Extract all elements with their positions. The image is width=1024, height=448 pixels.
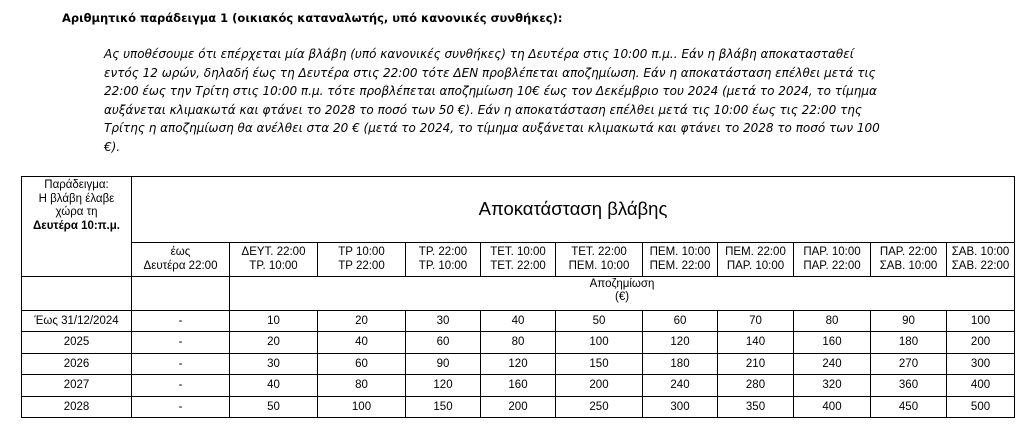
- compensation-value-cell: 140: [718, 332, 794, 354]
- compensation-value-cell: 30: [406, 310, 481, 332]
- time-range-header: [481, 242, 556, 276]
- time-range-header: [871, 242, 947, 276]
- compensation-value-cell: 360: [871, 375, 947, 397]
- time-range-header: [556, 242, 643, 276]
- compensation-value-cell: -: [132, 332, 230, 354]
- table-corner-caption: [22, 177, 132, 243]
- compensation-value-cell: 200: [481, 396, 556, 418]
- time-range-to: ΠΑΡ. 10:00: [726, 260, 785, 272]
- corner-blank-cell: [22, 242, 132, 276]
- year-cell: 2025: [22, 332, 132, 354]
- compensation-value-cell: 90: [871, 310, 947, 332]
- compensation-value-cell: 500: [947, 396, 1015, 418]
- paragraph-line: Τρίτης η αποζημίωση θα ανέλθει στα 20 € (μετά το 2024, το τίμημα αυξάνεται κλιμακωτά και φτάνει το 2028 το ποσό των 100: [104, 121, 880, 135]
- compensation-value-cell: 400: [794, 396, 871, 418]
- time-range-to: ΤΡ. 10:00: [249, 260, 298, 272]
- compensation-value-cell: 300: [947, 353, 1015, 375]
- time-range-to: ΠΕΜ. 10:00: [568, 260, 630, 272]
- compensation-value-cell: 30: [230, 353, 318, 375]
- time-range-header: [794, 242, 871, 276]
- compensation-value-cell: 280: [718, 375, 794, 397]
- compensation-value-cell: 450: [871, 396, 947, 418]
- compensation-label-line: Αποζημίωση: [589, 277, 655, 290]
- paragraph-line: εντός 12 ωρών, δηλαδή έως τη Δευτέρα στις 22:00 τότε ΔΕΝ προβλέπεται αποζημίωση. Εάν η αποκατάσταση επέλθει μετά τις: [104, 65, 876, 80]
- time-range-to: ΠΑΡ. 22:00: [803, 260, 861, 272]
- time-range-to: Δευτέρα 22:00: [143, 260, 218, 272]
- compensation-value-cell: 180: [871, 332, 947, 354]
- paragraph-line: 22:00 έως την Τρίτη στις 10:00 π.μ. τότε προβλέπεται αποζημίωση 10€ έως τον Δεκέμβριο του 2024 (μετά το 2024, το τίμημα: [104, 84, 877, 98]
- compensation-value-cell: 50: [556, 310, 643, 332]
- time-range-to: ΣΑΒ. 10:00: [879, 260, 938, 272]
- example-paragraph: [104, 45, 904, 156]
- time-range-from: ΠΑΡ. 22:00: [879, 246, 938, 258]
- compensation-value-cell: 100: [947, 310, 1015, 332]
- table-row: [22, 396, 1015, 418]
- compensation-value-cell: 250: [556, 396, 643, 418]
- compensation-value-cell: 20: [230, 332, 318, 354]
- compensation-value-cell: 60: [318, 353, 406, 375]
- time-range-from: ΤΡ 10:00: [338, 246, 385, 258]
- compensation-value-cell: 80: [794, 310, 871, 332]
- time-range-to: ΠΕΜ. 22:00: [649, 260, 711, 272]
- time-range-header: [947, 242, 1015, 276]
- compensation-value-cell: 50: [230, 396, 318, 418]
- compensation-value-cell: 80: [481, 332, 556, 354]
- time-range-header: [643, 242, 718, 276]
- compensation-value-cell: 200: [556, 375, 643, 397]
- table-title: Αποκατάσταση βλάβης: [132, 177, 1015, 243]
- table-row: [22, 332, 1015, 354]
- compensation-value-cell: 120: [481, 353, 556, 375]
- year-cell: Έως 31/12/2024: [22, 310, 132, 332]
- time-range-header: [132, 242, 230, 276]
- time-range-to: ΤΕΤ. 22:00: [490, 260, 546, 272]
- time-range-from: ΔΕΥΤ. 22:00: [241, 246, 306, 258]
- time-range-to: ΤΡ. 10:00: [418, 260, 468, 272]
- year-cell: 2026: [22, 353, 132, 375]
- compensation-value-cell: 10: [230, 310, 318, 332]
- time-range-from: έως: [170, 246, 191, 258]
- compensation-label-unit: (€): [614, 290, 630, 303]
- compensation-value-cell: 240: [794, 353, 871, 375]
- time-range-header: [406, 242, 481, 276]
- compensation-value-cell: -: [132, 396, 230, 418]
- corner-line: Παράδειγμα:: [44, 179, 109, 191]
- example-heading: Αριθμητικό παράδειγμα 1 (οικιακός καταναλωτής, υπό κανονικές συνθήκες):: [62, 11, 563, 25]
- compensation-value-cell: -: [132, 353, 230, 375]
- compensation-table: [21, 176, 1015, 418]
- compensation-value-cell: 180: [643, 353, 718, 375]
- compensation-value-cell: 150: [406, 396, 481, 418]
- time-range-to: ΤΡ 22:00: [338, 260, 385, 272]
- paragraph-line: αυξάνεται κλιμακωτά και φτάνει το 2028 το ποσό των 50 €). Εάν η αποκατάσταση επέλθει μετά τις 10:00 έως τις 22:00 της: [104, 102, 862, 117]
- compensation-label-row: [22, 276, 1015, 310]
- corner-line: Η βλάβη έλαβε: [38, 192, 115, 205]
- corner-line: χώρα τη: [55, 206, 98, 218]
- blank-cell: [132, 276, 230, 310]
- paragraph-line: Ας υποθέσουμε ότι επέρχεται μία βλάβη (υπό κανονικές συνθήκες) τη Δευτέρα στις 10:00 π.μ.. Εάν η βλάβη αποκατασταθεί: [104, 47, 854, 61]
- compensation-value-cell: 100: [556, 332, 643, 354]
- compensation-value-cell: 20: [318, 310, 406, 332]
- year-cell: 2028: [22, 396, 132, 418]
- time-range-header: [718, 242, 794, 276]
- corner-line-bold: Δευτέρα 10:π.μ.: [33, 219, 120, 232]
- time-range-from: ΣΑΒ. 10:00: [951, 246, 1010, 258]
- compensation-value-cell: -: [132, 375, 230, 397]
- compensation-value-cell: 40: [230, 375, 318, 397]
- compensation-value-cell: 90: [406, 353, 481, 375]
- time-range-from: ΤΕΤ. 22:00: [571, 246, 627, 258]
- compensation-value-cell: 100: [318, 396, 406, 418]
- time-range-from: ΤΕΤ. 10:00: [490, 246, 546, 258]
- time-range-from: ΠΕΜ. 22:00: [725, 246, 786, 258]
- compensation-value-cell: 200: [947, 332, 1015, 354]
- table-row: [22, 375, 1015, 397]
- time-ranges-row: [22, 242, 1015, 276]
- compensation-value-cell: 120: [406, 375, 481, 397]
- blank-cell: [22, 276, 132, 310]
- compensation-value-cell: 400: [947, 375, 1015, 397]
- compensation-value-cell: 60: [643, 310, 718, 332]
- compensation-value-cell: 150: [556, 353, 643, 375]
- compensation-value-cell: 300: [643, 396, 718, 418]
- compensation-value-cell: 320: [794, 375, 871, 397]
- compensation-value-cell: 40: [481, 310, 556, 332]
- compensation-value-cell: 60: [406, 332, 481, 354]
- paragraph-line: €).: [104, 139, 121, 154]
- compensation-value-cell: 160: [481, 375, 556, 397]
- compensation-value-cell: 70: [718, 310, 794, 332]
- table-row: [22, 353, 1015, 375]
- time-range-from: ΤΡ. 22:00: [418, 246, 468, 258]
- compensation-value-cell: 120: [643, 332, 718, 354]
- compensation-value-cell: 80: [318, 375, 406, 397]
- compensation-value-cell: 350: [718, 396, 794, 418]
- compensation-value-cell: 270: [871, 353, 947, 375]
- compensation-value-cell: 160: [794, 332, 871, 354]
- compensation-label: [230, 276, 1015, 310]
- year-cell: 2027: [22, 375, 132, 397]
- time-range-from: ΠΕΜ. 10:00: [649, 246, 711, 258]
- compensation-value-cell: 40: [318, 332, 406, 354]
- time-range-header: [230, 242, 318, 276]
- table-row: [22, 310, 1015, 332]
- compensation-value-cell: -: [132, 310, 230, 332]
- compensation-value-cell: 210: [718, 353, 794, 375]
- time-range-from: ΠΑΡ. 10:00: [803, 246, 861, 258]
- compensation-value-cell: 240: [643, 375, 718, 397]
- time-range-header: [318, 242, 406, 276]
- time-range-to: ΣΑΒ. 22:00: [951, 260, 1010, 272]
